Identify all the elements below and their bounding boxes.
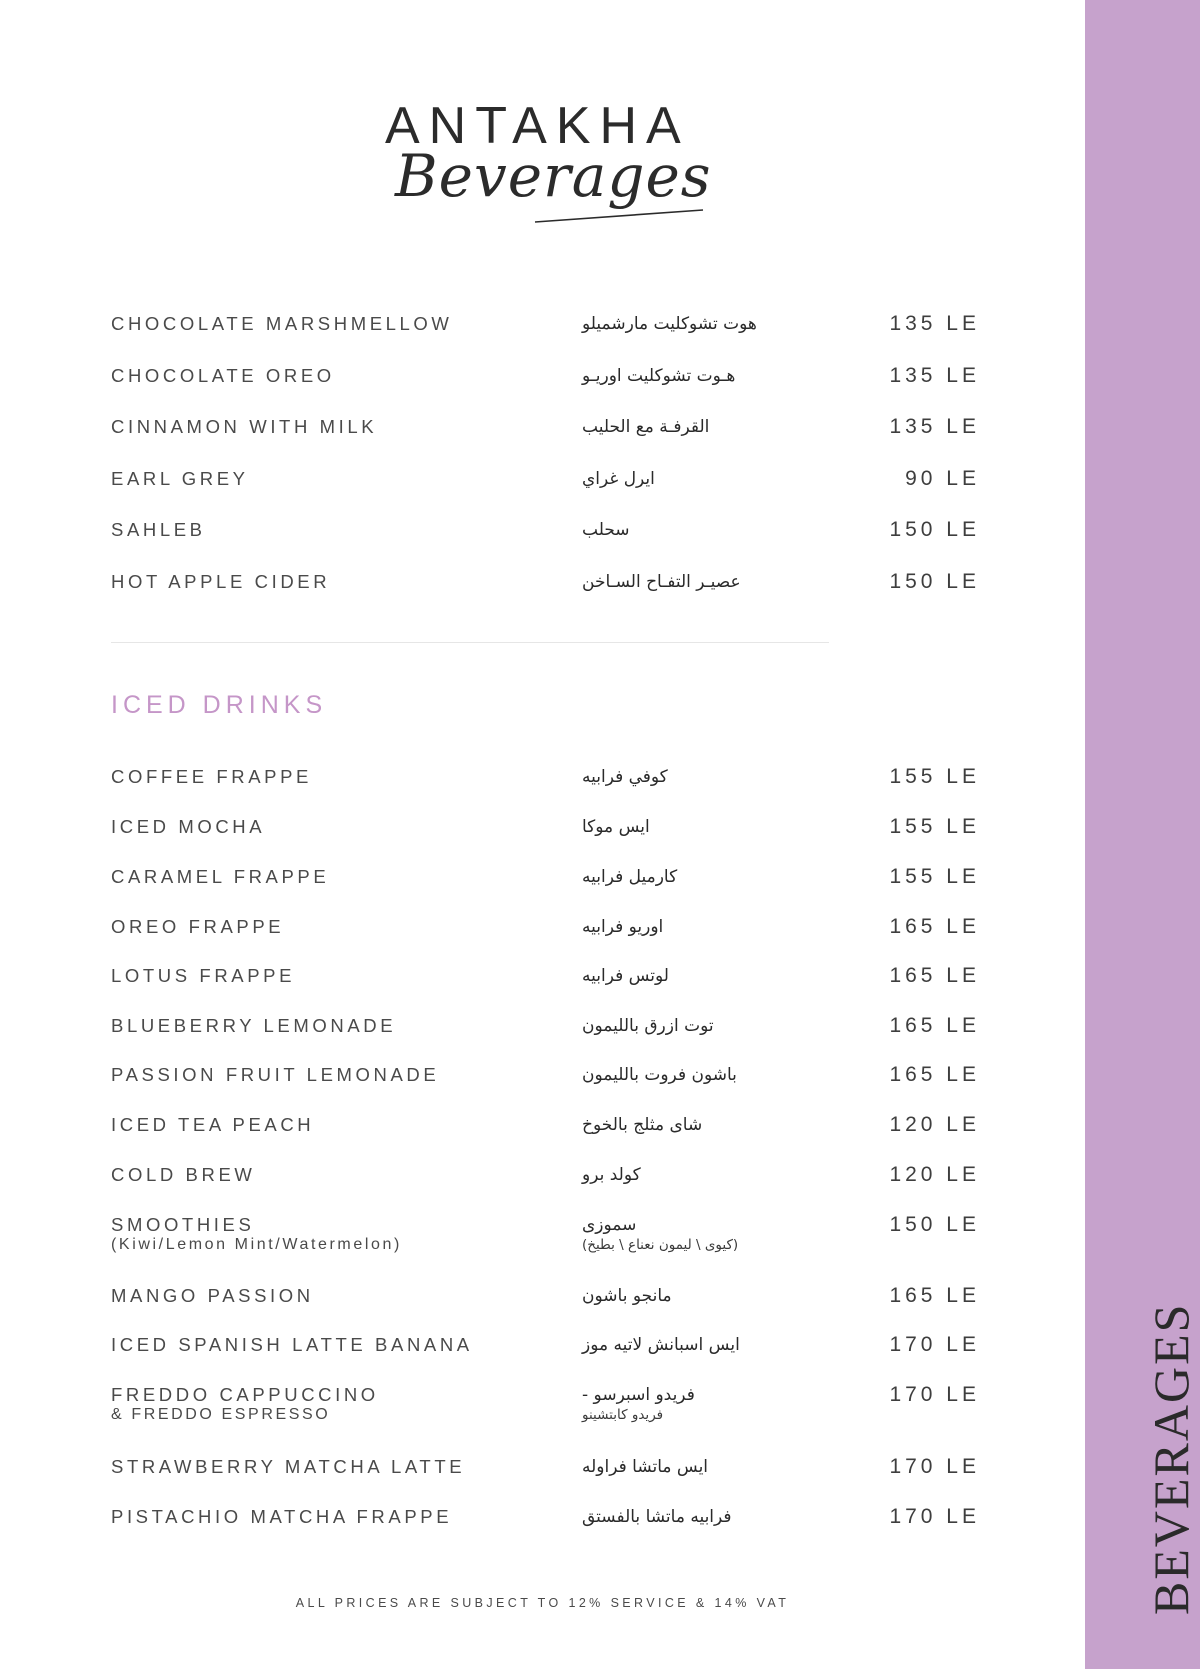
menu-item bbox=[111, 364, 981, 408]
item-name-en: PASSION FRUIT LEMONADE bbox=[111, 1064, 440, 1085]
menu-item bbox=[111, 1014, 981, 1058]
item-name-en: ICED TEA PEACH bbox=[111, 1114, 315, 1135]
item-name-en: CHOCOLATE MARSHMELLOW bbox=[111, 313, 453, 334]
item-price: 165 LE bbox=[889, 1063, 980, 1086]
item-name-ar: هـوت تشوكليت اوريـو bbox=[582, 366, 736, 386]
item-name-ar: فريدو اسبرسو - bbox=[582, 1385, 695, 1405]
item-name-ar: اوريو فرابيه bbox=[582, 917, 664, 937]
item-price: 135 LE bbox=[889, 415, 980, 438]
item-name-en: OREO FRAPPE bbox=[111, 916, 285, 937]
menu-item bbox=[111, 1063, 981, 1107]
script-swash-icon bbox=[385, 152, 725, 242]
item-price: 170 LE bbox=[889, 1455, 980, 1478]
menu-item bbox=[111, 518, 981, 562]
item-name-en: CARAMEL FRAPPE bbox=[111, 866, 330, 887]
item-name-en: EARL GREY bbox=[111, 468, 249, 489]
item-name-en: HOT APPLE CIDER bbox=[111, 571, 331, 592]
item-note-ar: (كيوى \ ليمون نعناع \ بطيخ) bbox=[582, 1237, 739, 1253]
item-price: 165 LE bbox=[889, 964, 980, 987]
item-price: 135 LE bbox=[889, 312, 980, 335]
item-name-en: ICED MOCHA bbox=[111, 816, 266, 837]
item-name-en: MANGO PASSION bbox=[111, 1285, 314, 1306]
item-name-ar: مانجو باشون bbox=[582, 1286, 672, 1306]
item-price: 120 LE bbox=[889, 1113, 980, 1136]
item-name-en: PISTACHIO MATCHA FRAPPE bbox=[111, 1506, 453, 1527]
item-price: 150 LE bbox=[889, 570, 980, 593]
item-price: 150 LE bbox=[889, 518, 980, 541]
menu-item bbox=[111, 570, 981, 614]
item-price: 155 LE bbox=[889, 865, 980, 888]
item-name-ar: سموزى bbox=[582, 1215, 637, 1235]
brand-name: ANTAKHA bbox=[385, 97, 690, 155]
menu-item bbox=[111, 765, 981, 809]
item-price: 170 LE bbox=[889, 1505, 980, 1528]
menu-item bbox=[111, 1383, 981, 1427]
menu-item bbox=[111, 415, 981, 459]
section-divider bbox=[111, 642, 829, 643]
menu-item bbox=[111, 964, 981, 1008]
item-price: 155 LE bbox=[889, 765, 980, 788]
item-name-ar: كوفي فرابيه bbox=[582, 767, 668, 787]
item-name-ar: القرفـة مع الحليب bbox=[582, 417, 710, 437]
menu-item bbox=[111, 1284, 981, 1328]
brand-subtitle: Beverages bbox=[395, 142, 712, 210]
item-price: 170 LE bbox=[889, 1333, 980, 1356]
menu-item bbox=[111, 467, 981, 511]
menu-item bbox=[111, 815, 981, 859]
item-name-en: BLUEBERRY LEMONADE bbox=[111, 1015, 397, 1036]
item-price: 170 LE bbox=[889, 1383, 980, 1406]
item-name-en: STRAWBERRY MATCHA LATTE bbox=[111, 1456, 466, 1477]
item-price: 120 LE bbox=[889, 1163, 980, 1186]
item-name-en: CINNAMON WITH MILK bbox=[111, 416, 378, 437]
item-note-ar: فريدو كابتشينو bbox=[582, 1407, 664, 1423]
item-name-en: ICED SPANISH LATTE BANANA bbox=[111, 1334, 473, 1355]
item-price: 165 LE bbox=[889, 1014, 980, 1037]
brand-logo bbox=[385, 92, 725, 242]
item-name-ar: ايس اسبانش لاتيه موز bbox=[582, 1335, 740, 1355]
item-name-en: SAHLEB bbox=[111, 519, 206, 540]
item-price: 90 LE bbox=[905, 467, 980, 490]
item-name-ar: فرابيه ماتشا بالفستق bbox=[582, 1507, 732, 1527]
item-price: 135 LE bbox=[889, 364, 980, 387]
item-name-en: COLD BREW bbox=[111, 1164, 256, 1185]
menu-item bbox=[111, 1455, 981, 1499]
item-name-ar: ايرل غراي bbox=[582, 469, 655, 489]
menu-item bbox=[111, 1333, 981, 1377]
item-note-en: & FREDDO ESPRESSO bbox=[111, 1406, 331, 1423]
item-name-en: LOTUS FRAPPE bbox=[111, 965, 296, 986]
item-name-ar: شاى مثلج بالخوخ bbox=[582, 1115, 703, 1135]
menu-item bbox=[111, 1505, 981, 1549]
item-name-ar: باشون فروت بالليمون bbox=[582, 1065, 737, 1085]
item-name-en: SMOOTHIES bbox=[111, 1214, 255, 1235]
item-note-en: (Kiwi/Lemon Mint/Watermelon) bbox=[111, 1236, 402, 1253]
item-name-ar: ايس موكا bbox=[582, 817, 650, 837]
item-name-ar: كولد برو bbox=[582, 1165, 641, 1185]
iced-drinks-heading: ICED DRINKS bbox=[111, 691, 328, 719]
item-name-ar: سحلب bbox=[582, 520, 630, 540]
item-name-en: CHOCOLATE OREO bbox=[111, 365, 335, 386]
menu-item bbox=[111, 312, 981, 356]
price-disclaimer: ALL PRICES ARE SUBJECT TO 12% SERVICE & 14% VAT bbox=[295, 1596, 790, 1610]
item-price: 165 LE bbox=[889, 915, 980, 938]
item-name-ar: توت ازرق بالليمون bbox=[582, 1016, 714, 1036]
menu-item bbox=[111, 1213, 981, 1257]
item-name-ar: كارميل فرابيه bbox=[582, 867, 678, 887]
menu-item bbox=[111, 865, 981, 909]
item-name-en: FREDDO CAPPUCCINO bbox=[111, 1384, 379, 1405]
item-name-ar: لوتس فرابيه bbox=[582, 966, 669, 986]
item-price: 165 LE bbox=[889, 1284, 980, 1307]
item-price: 155 LE bbox=[889, 815, 980, 838]
item-name-ar: هوت تشوكليت مارشميلو bbox=[582, 314, 757, 334]
item-name-ar: عصيـر التفـاح السـاخن bbox=[582, 572, 741, 592]
menu-item bbox=[111, 1163, 981, 1207]
menu-item bbox=[111, 1113, 981, 1157]
sidebar-label: BEVERAGES bbox=[1143, 1302, 1199, 1615]
item-name-ar: ايس ماتشا فراوله bbox=[582, 1457, 709, 1477]
menu-item bbox=[111, 915, 981, 959]
item-name-en: COFFEE FRAPPE bbox=[111, 766, 312, 787]
item-price: 150 LE bbox=[889, 1213, 980, 1236]
